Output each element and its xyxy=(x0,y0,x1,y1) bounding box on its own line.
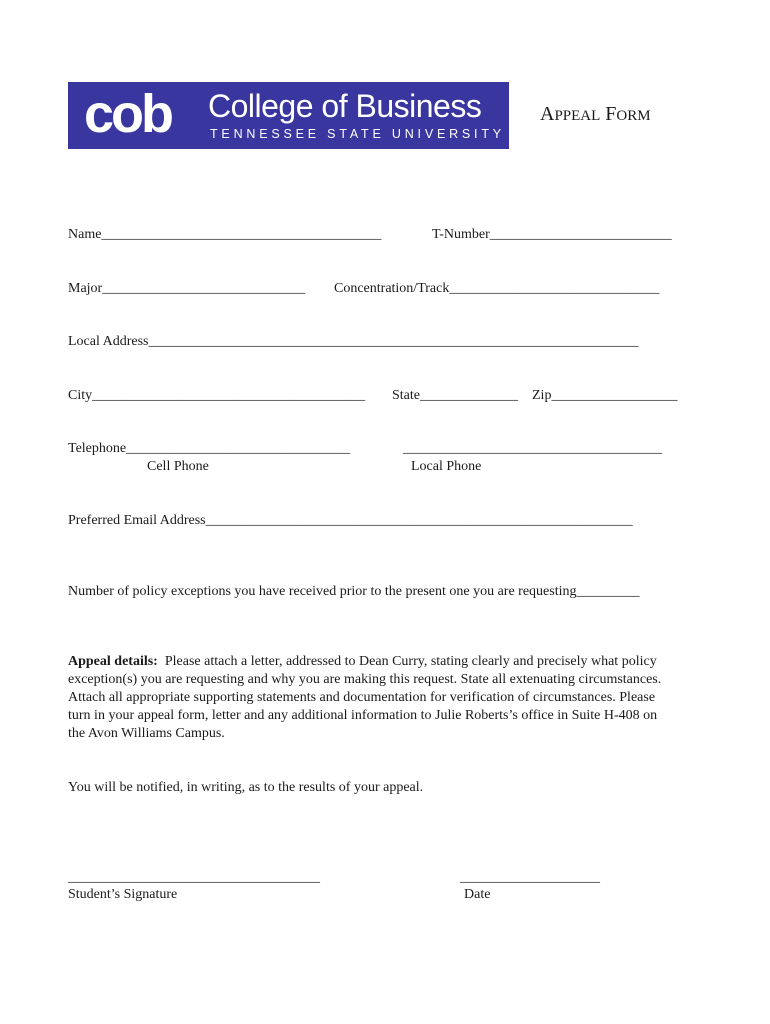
logo-college-name: College of Business xyxy=(208,88,482,124)
policy-exceptions-field[interactable]: Number of policy exceptions you have received prior to the present one you are requesting_________ xyxy=(68,584,640,599)
title-ppeal: PPEAL xyxy=(554,108,601,124)
local-address-field[interactable]: Local Address______________________________________________________________________ xyxy=(68,334,639,349)
t-number-field[interactable]: T-Number__________________________ xyxy=(432,227,672,242)
appeal-details-heading: Appeal details: xyxy=(68,654,158,669)
college-of-business-logo xyxy=(68,82,509,149)
notification-text: You will be notified, in writing, as to the results of your appeal. xyxy=(68,780,424,795)
signature-line[interactable]: ____________________________________ xyxy=(68,870,320,885)
title-f: F xyxy=(605,103,617,125)
local-phone-label: Local Phone xyxy=(411,459,482,474)
logo-cob-mark: cob xyxy=(84,84,172,144)
title-orm: ORM xyxy=(616,108,651,124)
logo-university-name: TENNESSEE STATE UNIVERSITY xyxy=(210,127,505,141)
date-label: Date xyxy=(464,887,491,902)
city-field[interactable]: City_______________________________________ xyxy=(68,388,366,403)
signature-label: Student’s Signature xyxy=(68,887,178,902)
telephone-field[interactable]: Telephone________________________________ xyxy=(68,441,351,456)
state-field[interactable]: State______________ xyxy=(392,388,518,403)
cell-phone-label: Cell Phone xyxy=(147,459,209,474)
zip-field[interactable]: Zip__________________ xyxy=(532,388,678,403)
page-title xyxy=(540,101,651,129)
concentration-track-field[interactable]: Concentration/Track______________________________ xyxy=(334,281,660,296)
appeal-details xyxy=(68,653,668,743)
appeal-details-text: Please attach a letter, addressed to Dean Curry, stating clearly and precisely what policy exception(s) you are requesting and why you are making this request. State all extenuating circumstances. Attach all appropriate supporting statements and documentation for verification of circumstances. Please turn in your appeal form, letter and any additional information to Julie Roberts’s office in Suite H-408 on the Avon Williams Campus. xyxy=(68,654,662,741)
email-field[interactable]: Preferred Email Address_____________________________________________________________ xyxy=(68,513,633,528)
name-field[interactable]: Name________________________________________ xyxy=(68,227,382,242)
date-line[interactable]: ____________________ xyxy=(460,870,600,885)
title-a: A xyxy=(540,103,555,125)
major-field[interactable]: Major_____________________________ xyxy=(68,281,306,296)
local-phone-field[interactable]: _____________________________________ xyxy=(403,441,662,456)
